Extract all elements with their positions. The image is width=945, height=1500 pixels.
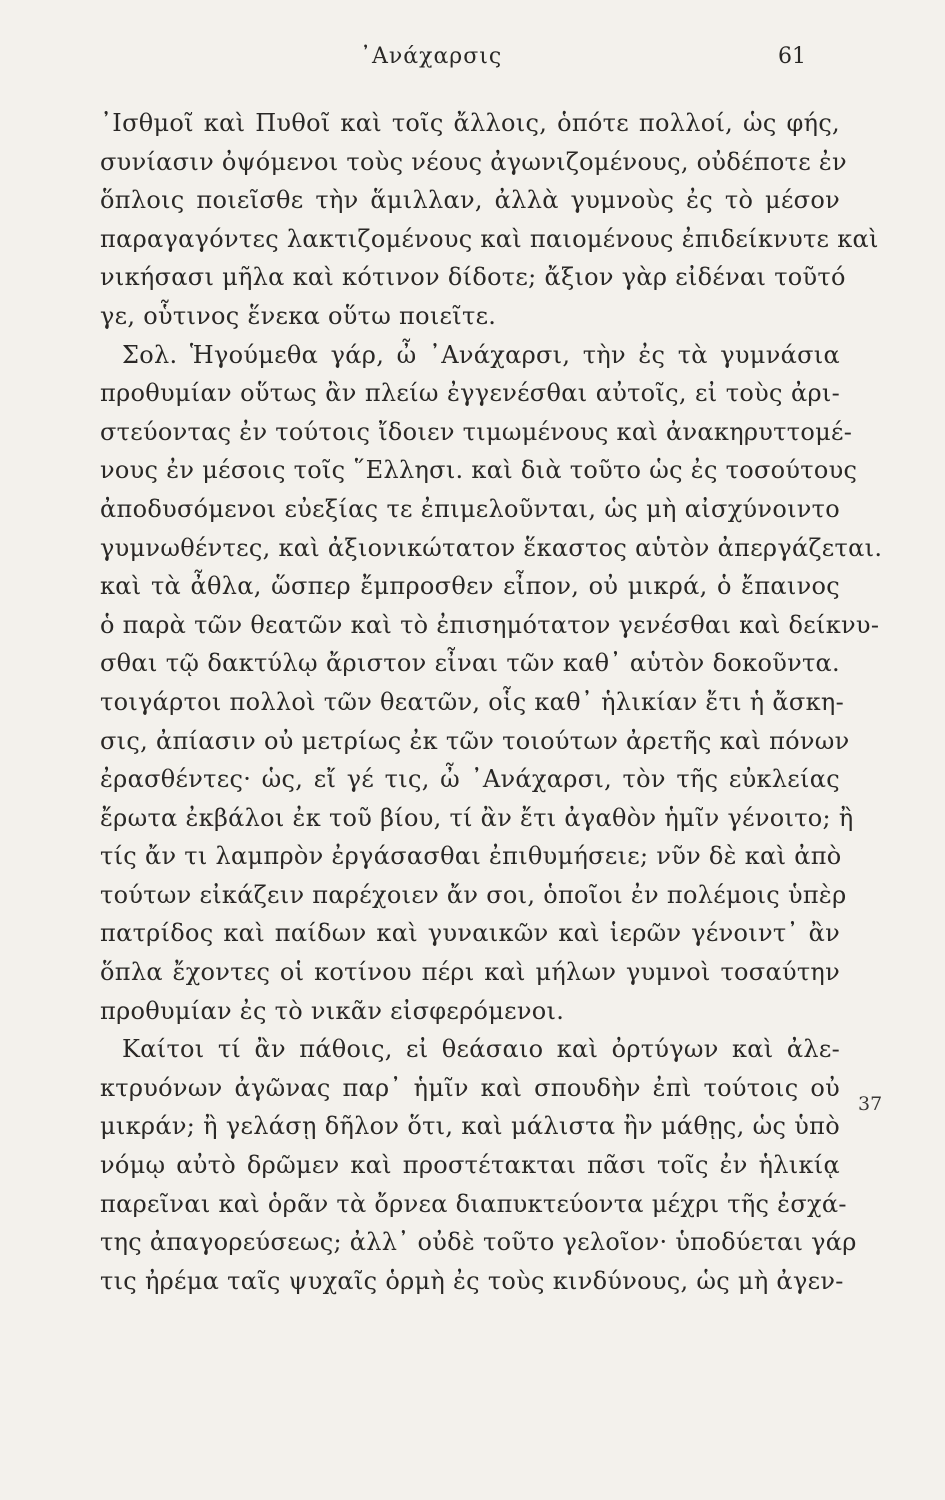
- text-line: γυμνωθέντες, καὶ ἀξιονικώτατον ἕκαστος αὑτὸν ἀπεργάζεται.: [100, 533, 883, 562]
- text-line: γε, οὗτινος ἕνεκα οὕτω ποιεῖτε.: [100, 301, 497, 330]
- text-line: προθυμίαν ἐς τὸ νικᾶν εἰσφερόμενοι.: [100, 996, 565, 1025]
- text-line: της ἀπαγορεύσεως; ἀλλ᾿ οὐδὲ τοῦτο γελοῖον· ὑποδύεται γάρ: [100, 1228, 857, 1257]
- text-line: στεύοντας ἐν τούτοις ἴδοιεν τιμωμένους καὶ ἀνακηρυττομέ-: [100, 417, 853, 446]
- text-line: τοιγάρτοι πολλοὶ τῶν θεατῶν, οἷς καθ᾿ ἡλικίαν ἔτι ἡ ἄσκη-: [100, 687, 844, 716]
- text-line: παρεῖναι καὶ ὁρᾶν τὰ ὄρνεα διαπυκτεύοντα μέχρι τῆς ἐσχά-: [100, 1189, 847, 1218]
- text-line: νους ἐν μέσοις τοῖς ῞Ελλησι. καὶ διὰ τοῦτο ὡς ἐς τοσούτους: [100, 456, 858, 485]
- text-line: ᾿Ισθμοῖ καὶ Πυθοῖ καὶ τοῖς ἄλλοις, ὁπότε πολλοί, ὡς φής,: [100, 109, 840, 137]
- running-title: ᾿Ανάχαρσις: [360, 44, 503, 69]
- text-line: τούτων εἰκάζειν παρέχοιεν ἄν σοι, ὁποῖοι ἐν πολέμοις ὑπὲρ: [100, 880, 847, 909]
- text-line: ἔρωτα ἐκβάλοι ἐκ τοῦ βίου, τί ἂν ἔτι ἀγαθὸν ἡμῖν γένοιτο; ἢ: [100, 803, 854, 832]
- text-line: νόμῳ αὐτὸ δρῶμεν καὶ προστέτακται πᾶσι τοῖς ἐν ἡλικίᾳ: [100, 1151, 840, 1180]
- text-line: πατρίδος καὶ παίδων καὶ γυναικῶν καὶ ἱερῶν γένοιντ᾿ ἂν: [100, 919, 840, 948]
- text-line: σις, ἀπίασιν οὐ μετρίως ἐκ τῶν τοιούτων ἀρετῆς καὶ πόνων: [100, 726, 850, 755]
- text-line: συνίασιν ὀψόμενοι τοὺς νέους ἀγωνιζομένους, οὐδέποτε ἐν: [100, 147, 847, 176]
- text-line: μικράν; ἢ γελάσῃ δῆλον ὅτι, καὶ μάλιστα ἢν μάθῃς, ὡς ὑπὸ: [100, 1112, 840, 1141]
- text-line: ἐρασθέντες· ὡς, εἴ γέ τις, ὦ ᾿Ανάχαρσι, τὸν τῆς εὐκλείας: [100, 765, 840, 794]
- text-line: παραγαγόντες λακτιζομένους καὶ παιομένους ἐπιδείκνυτε καὶ: [100, 224, 879, 253]
- text-line: ὅπλοις ποιεῖσθε τὴν ἅμιλλαν, ἀλλὰ γυμνοὺς ἐς τὸ μέσον: [100, 186, 840, 215]
- text-line: ὅπλα ἔχοντες οἱ κοτίνου πέρι καὶ μήλων γυμνοὶ τοσαύτην: [100, 958, 840, 987]
- text-line: καὶ τὰ ἆθλα, ὥσπερ ἔμπροσθεν εἶπον, οὐ μικρά, ὁ ἔπαινος: [100, 572, 840, 601]
- text-line: νικήσασι μῆλα καὶ κότινον δίδοτε; ἄξιον γὰρ εἰδέναι τοῦτό: [100, 263, 846, 292]
- text-line: σθαι τῷ δακτύλῳ ἄριστον εἶναι τῶν καθ᾿ αὑτὸν δοκοῦντα.: [100, 649, 840, 678]
- text-line: προθυμίαν οὕτως ἂν πλείω ἐγγενέσθαι αὐτοῖς, εἰ τοὺς ἀρι-: [100, 379, 840, 408]
- text-line: ἀποδυσόμενοι εὐεξίας τε ἐπιμελοῦνται, ὡς μὴ αἰσχύνοιντο: [100, 494, 840, 523]
- section-number: 37: [858, 1093, 883, 1115]
- text-line: τις ἠρέμα ταῖς ψυχαῖς ὁρμὴ ἐς τοὺς κινδύνους, ὡς μὴ ἀγεν-: [100, 1266, 844, 1295]
- text-line: κτρυόνων ἀγῶνας παρ᾿ ἡμῖν καὶ σπουδὴν ἐπὶ τούτοις οὐ: [100, 1073, 840, 1102]
- text-line: τίς ἄν τι λαμπρὸν ἐργάσασθαι ἐπιθυμήσειε; νῦν δὲ καὶ ἀπὸ: [100, 842, 842, 871]
- page-number: 61: [778, 44, 806, 69]
- text-line: Καίτοι τί ἂν πάθοις, εἰ θεάσαιο καὶ ὀρτύγων καὶ ἀλε-: [122, 1035, 840, 1064]
- text-line: ὁ παρὰ τῶν θεατῶν καὶ τὸ ἐπισημότατον γενέσθαι καὶ δείκνυ-: [100, 610, 880, 639]
- text-line: Σολ. Ἡγούμεθα γάρ, ὦ ᾿Ανάχαρσι, τὴν ἐς τὰ γυμνάσια: [122, 340, 840, 369]
